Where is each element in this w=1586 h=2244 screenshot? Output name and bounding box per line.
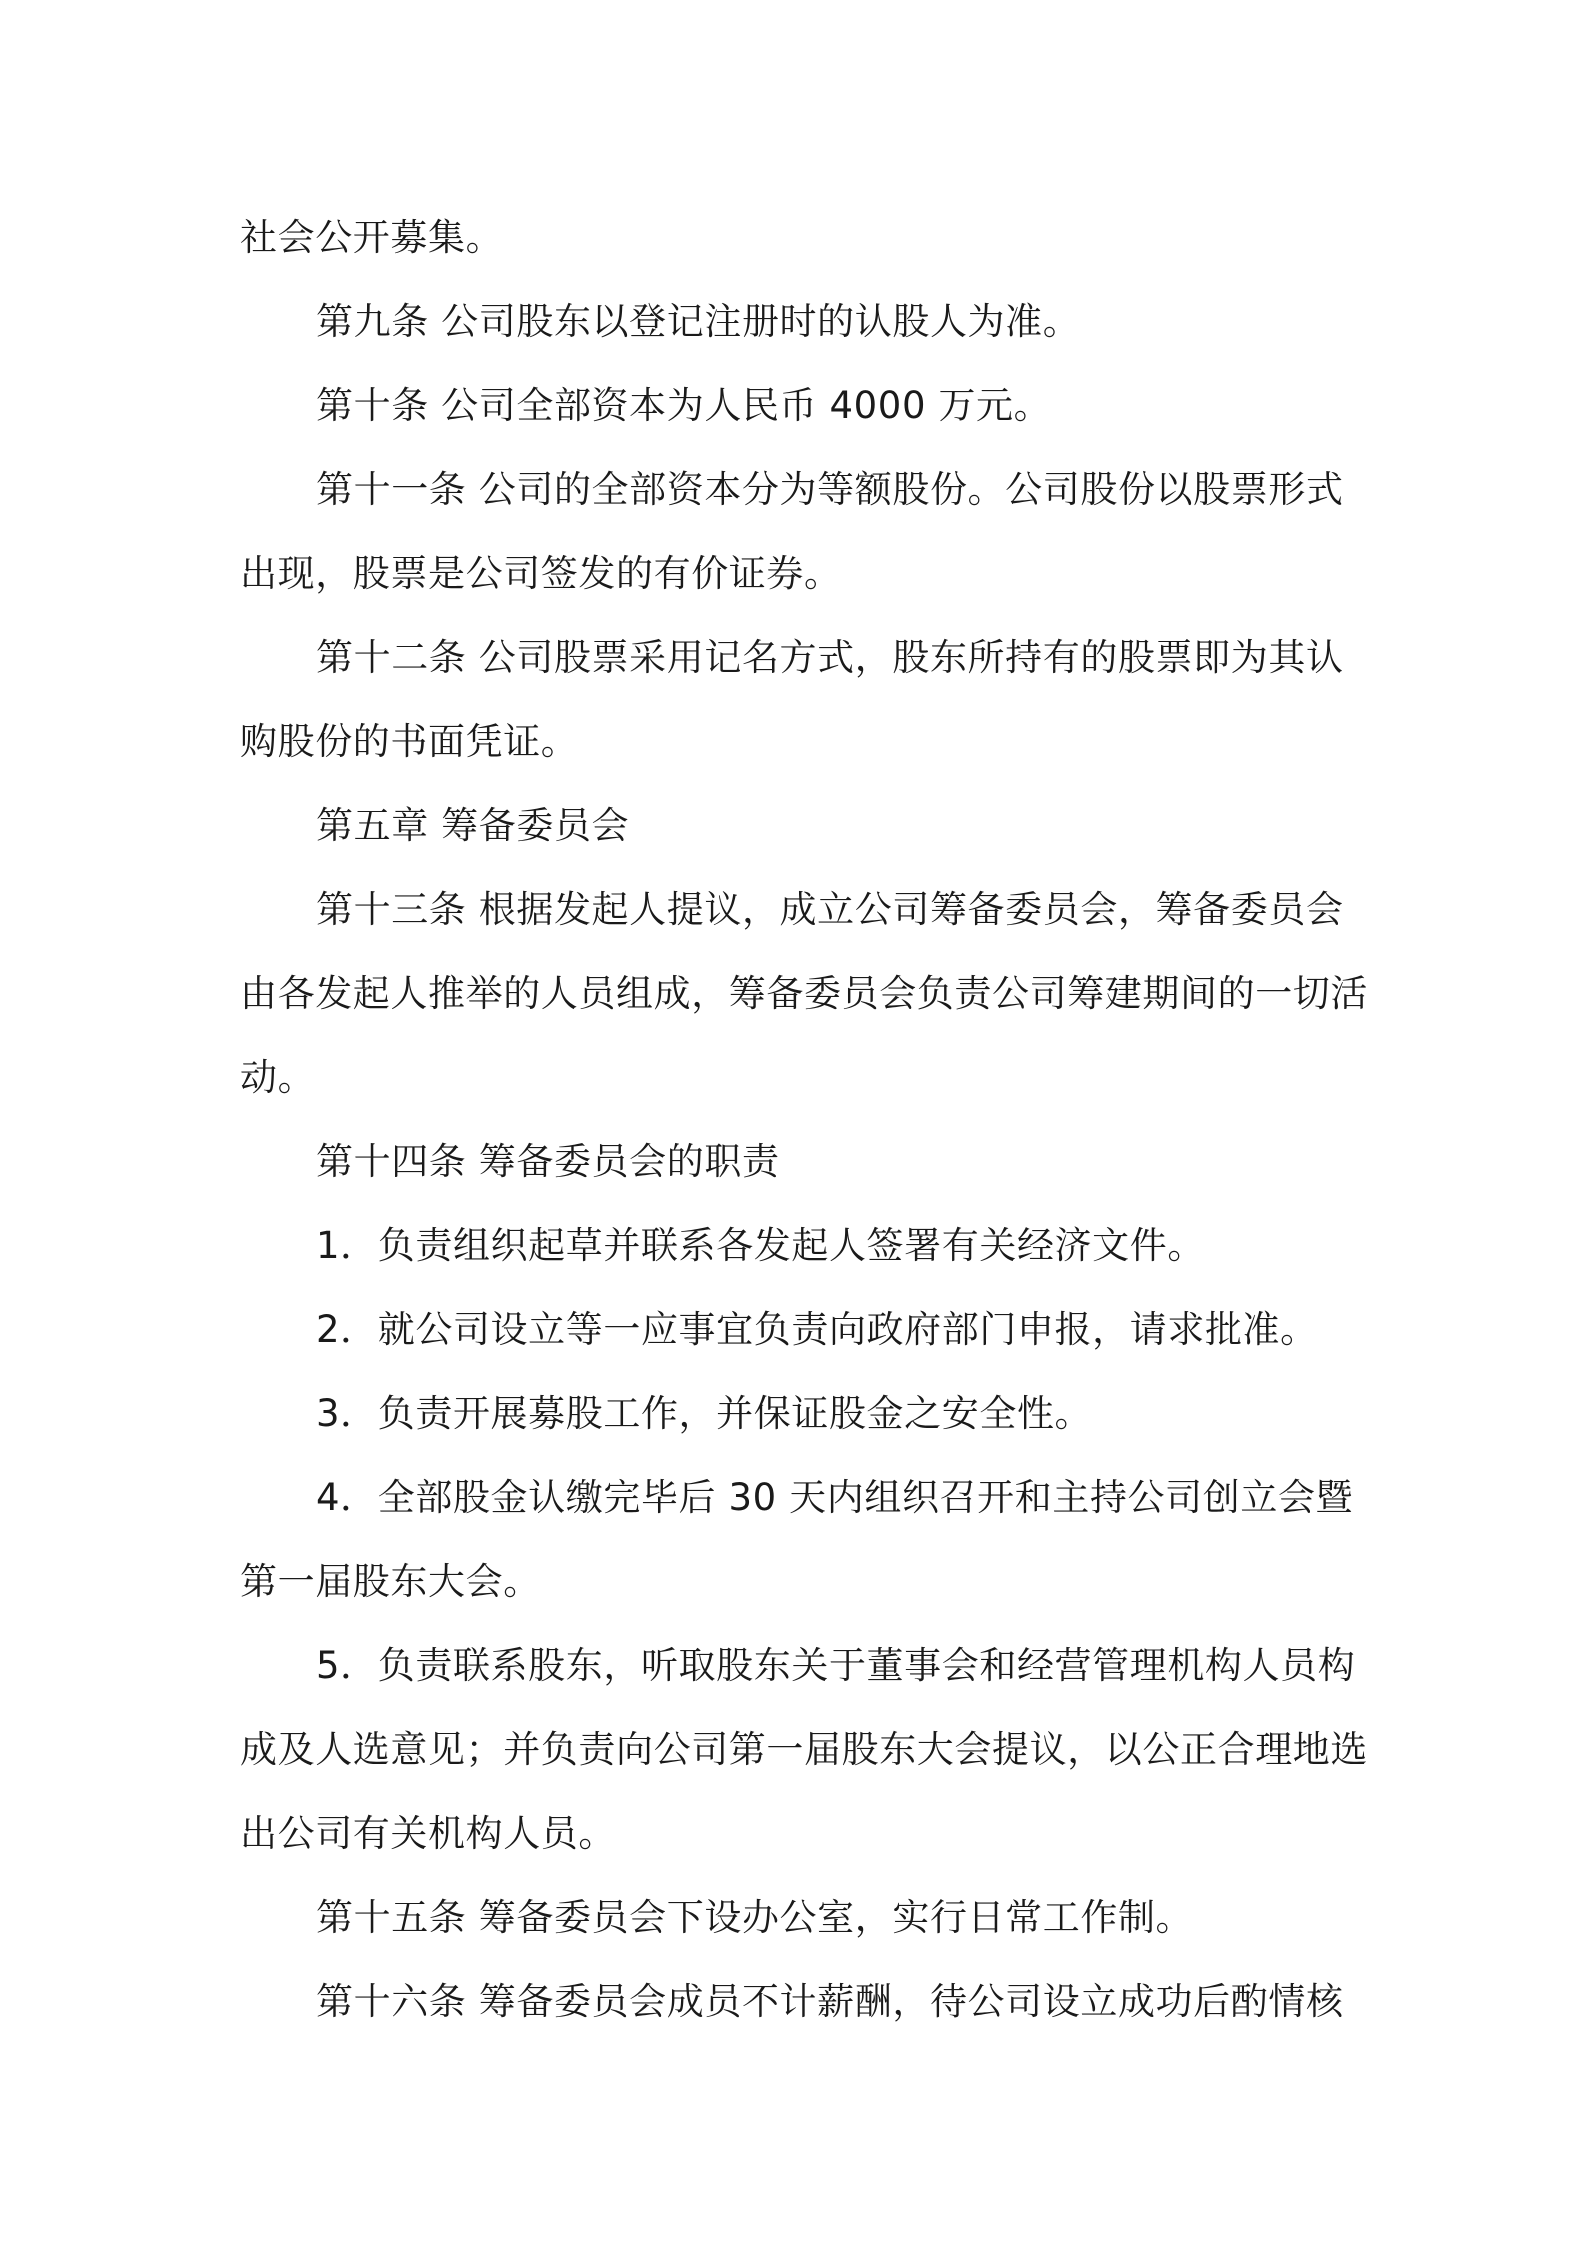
list-item-4: 4．全部股金认缴完毕后 30 天内组织召开和主持公司创立会暨 [316,1476,1354,1519]
article-9-line: 第九条 公司股东以登记注册时的认股人为准。 [316,300,1081,343]
text-line: 社会公开募集。 [240,216,504,259]
chapter-heading: 第五章 筹备委员会 [316,804,630,847]
text-line: 出公司有关机构人员。 [240,1812,616,1855]
article-15-line: 第十五条 筹备委员会下设办公室，实行日常工作制。 [316,1896,1194,1939]
article-10-line: 第十条 公司全部资本为人民币 4000 万元。 [316,384,1052,427]
list-item-1: 1．负责组织起草并联系各发起人签署有关经济文件。 [316,1224,1205,1267]
article-16-line: 第十六条 筹备委员会成员不计薪酬，待公司设立成功后酌情核 [316,1980,1344,2023]
text-line: 购股份的书面凭证。 [240,720,579,763]
list-item-2: 2．就公司设立等一应事宜负责向政府部门申报，请求批准。 [316,1308,1318,1351]
article-13-line: 第十三条 根据发起人提议，成立公司筹备委员会，筹备委员会 [316,888,1344,931]
text-line: 第一届股东大会。 [240,1560,541,1603]
list-item-3: 3．负责开展募股工作，并保证股金之安全性。 [316,1392,1093,1435]
text-line: 动。 [240,1056,316,1099]
article-12-line: 第十二条 公司股票采用记名方式，股东所持有的股票即为其认 [316,636,1344,679]
text-line: 出现，股票是公司签发的有价证券。 [240,552,842,595]
document-body [240,196,1368,2044]
list-item-5: 5．负责联系股东，听取股东关于董事会和经营管理机构人员构 [316,1644,1356,1687]
text-line: 由各发起人推举的人员组成，筹备委员会负责公司筹建期间的一切活 [240,972,1368,1015]
article-11-line: 第十一条 公司的全部资本分为等额股份。公司股份以股票形式 [316,468,1344,511]
text-line: 成及人选意见；并负责向公司第一届股东大会提议，以公正合理地选 [240,1728,1368,1771]
article-14-line: 第十四条 筹备委员会的职责 [316,1140,780,1183]
